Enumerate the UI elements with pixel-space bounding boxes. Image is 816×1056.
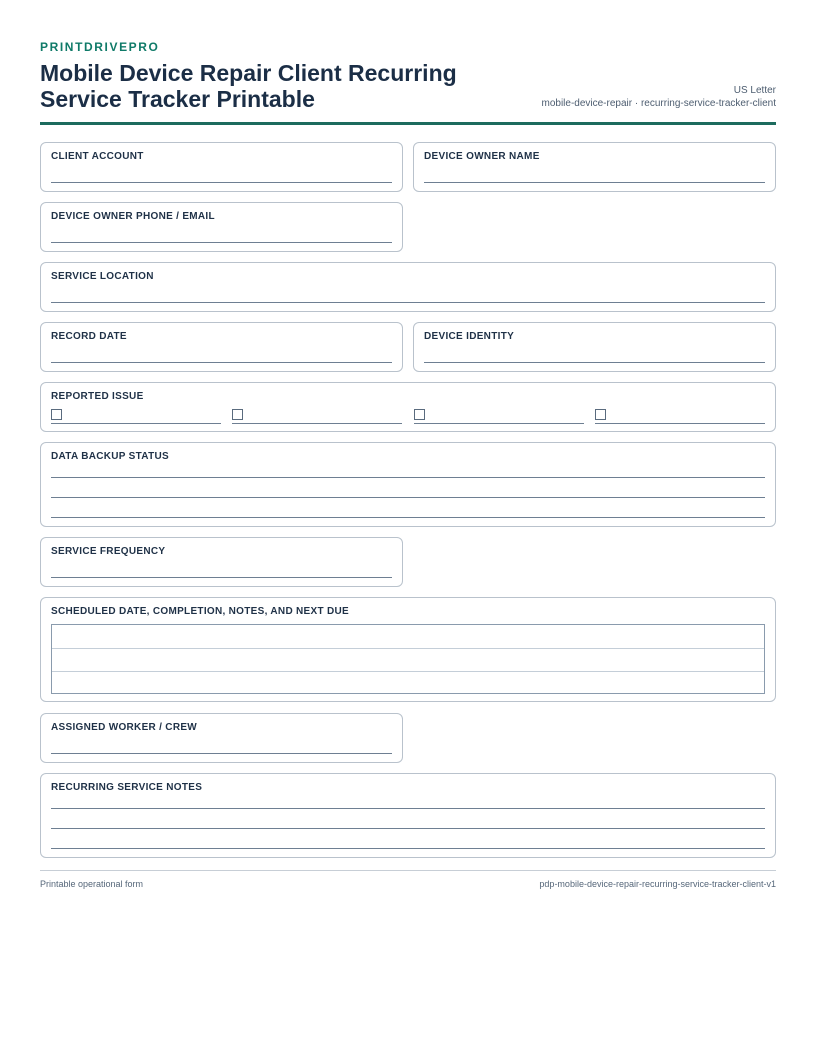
checkbox[interactable] xyxy=(232,409,243,420)
write-line[interactable] xyxy=(414,423,584,424)
issue-option-1[interactable] xyxy=(51,409,221,425)
header xyxy=(40,40,776,112)
write-line[interactable] xyxy=(232,423,402,424)
issue-option-3[interactable] xyxy=(414,409,584,425)
field-label: SERVICE LOCATION xyxy=(51,271,154,282)
write-line[interactable] xyxy=(51,182,392,183)
write-line[interactable] xyxy=(51,753,392,754)
page-title: Mobile Device Repair Client Recurring Service Tracker Printable xyxy=(40,60,457,112)
field-label: DATA BACKUP STATUS xyxy=(51,451,169,462)
device-owner-contact-field[interactable] xyxy=(40,202,403,252)
field-label: DEVICE OWNER NAME xyxy=(424,151,540,162)
field-label: SERVICE FREQUENCY xyxy=(51,546,166,557)
write-line[interactable] xyxy=(51,497,765,498)
assigned-worker-field[interactable] xyxy=(40,713,403,763)
data-backup-status-field[interactable] xyxy=(40,442,776,527)
field-label: DEVICE IDENTITY xyxy=(424,331,515,342)
device-owner-name-field[interactable] xyxy=(413,142,776,192)
footer-label: Printable operational form xyxy=(40,879,144,889)
checkbox[interactable] xyxy=(595,409,606,420)
write-line[interactable] xyxy=(51,362,392,363)
schedule-table-field xyxy=(40,597,776,702)
field-label: DEVICE OWNER PHONE / EMAIL xyxy=(51,211,215,222)
field-label: SCHEDULED DATE, COMPLETION, NOTES, AND NEXT DUE xyxy=(51,606,350,617)
write-line[interactable] xyxy=(51,828,765,829)
recurring-notes-field[interactable] xyxy=(40,773,776,858)
checkbox[interactable] xyxy=(414,409,425,420)
write-line[interactable] xyxy=(51,477,765,478)
table-row-divider xyxy=(52,648,764,649)
write-line[interactable] xyxy=(595,423,765,424)
brand-name: PRINTDRIVEPRO xyxy=(40,40,160,54)
doc-slug: mobile-device-repair · recurring-service-tracker-client xyxy=(541,98,776,109)
write-line[interactable] xyxy=(51,577,392,578)
write-line[interactable] xyxy=(51,848,765,849)
write-line[interactable] xyxy=(51,242,392,243)
footer-rule xyxy=(40,870,776,871)
field-label: REPORTED ISSUE xyxy=(51,391,144,402)
write-line[interactable] xyxy=(424,362,765,363)
write-line[interactable] xyxy=(51,423,221,424)
table-row-divider xyxy=(52,671,764,672)
service-location-field[interactable] xyxy=(40,262,776,312)
write-line[interactable] xyxy=(51,517,765,518)
write-line[interactable] xyxy=(424,182,765,183)
checkbox[interactable] xyxy=(51,409,62,420)
device-identity-field[interactable] xyxy=(413,322,776,372)
issue-option-4[interactable] xyxy=(595,409,765,425)
field-label: ASSIGNED WORKER / CREW xyxy=(51,722,198,733)
service-frequency-field[interactable] xyxy=(40,537,403,587)
footer-doc-id: pdp-mobile-device-repair-recurring-service-tracker-client-v1 xyxy=(539,879,776,889)
doc-meta xyxy=(541,84,776,110)
field-label: RECORD DATE xyxy=(51,331,127,342)
paper-size: US Letter xyxy=(733,85,776,96)
field-label: RECURRING SERVICE NOTES xyxy=(51,782,203,793)
field-label: CLIENT ACCOUNT xyxy=(51,151,144,162)
schedule-table[interactable] xyxy=(51,624,765,694)
record-date-field[interactable] xyxy=(40,322,403,372)
reported-issue-field[interactable] xyxy=(40,382,776,432)
header-rule xyxy=(40,122,776,125)
issue-option-2[interactable] xyxy=(232,409,402,425)
write-line[interactable] xyxy=(51,302,765,303)
client-account-field[interactable] xyxy=(40,142,403,192)
write-line[interactable] xyxy=(51,808,765,809)
